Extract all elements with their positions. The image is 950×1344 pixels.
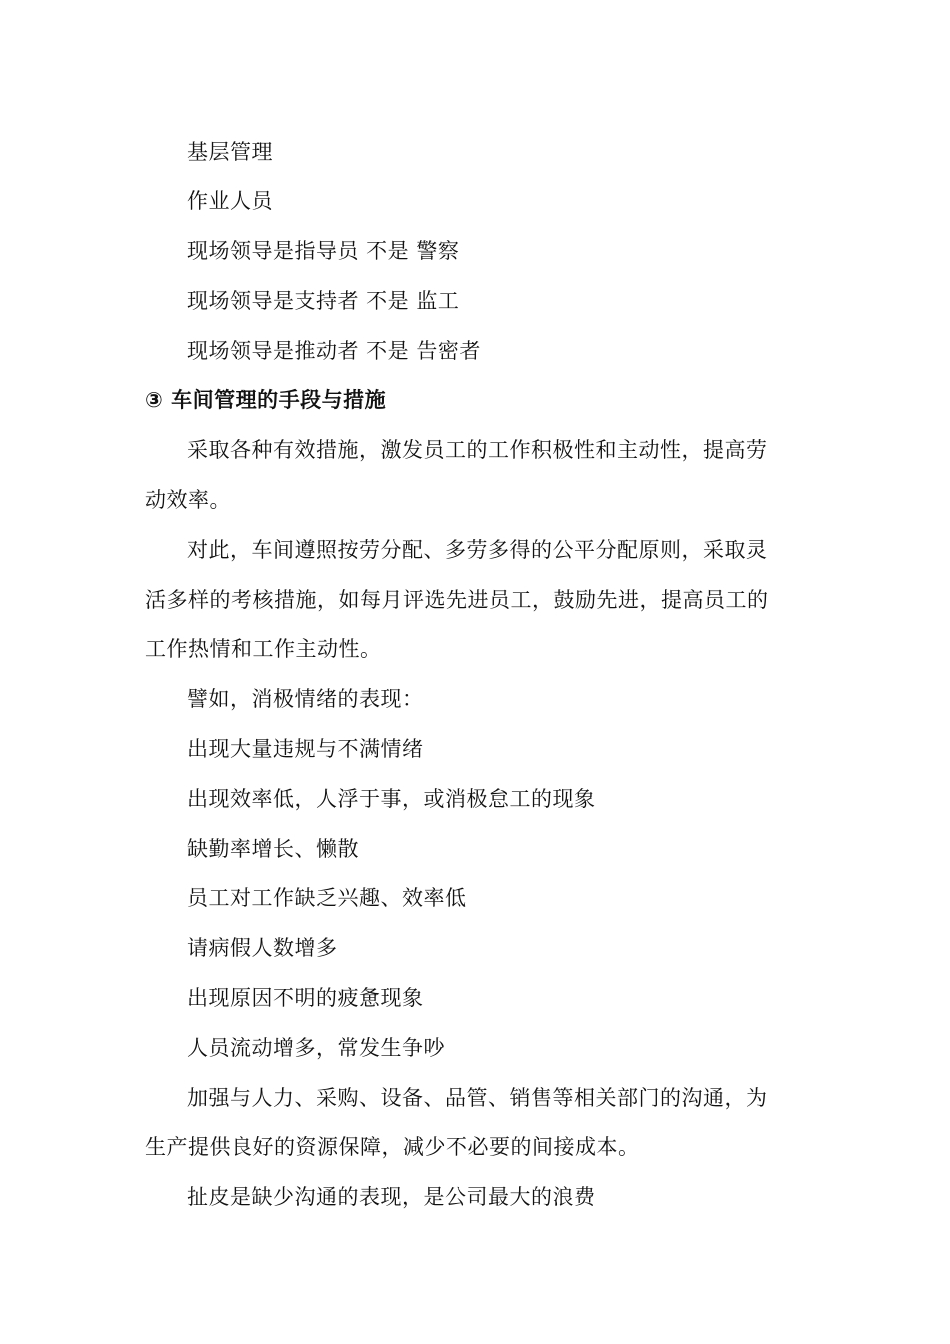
section-heading: ③ 车间管理的手段与措施: [145, 388, 387, 412]
paragraph-line: 活多样的考核措施，如每月评选先进员工，鼓励先进，提高员工的: [145, 588, 769, 612]
text-line: 现场领导是支持者 不是 监工: [187, 289, 460, 313]
paragraph-line: 对此，车间遵照按劳分配、多劳多得的公平分配原则，采取灵: [187, 538, 768, 562]
text-line: 基层管理: [187, 140, 273, 164]
paragraph-line: 采取各种有效措施，激发员工的工作积极性和主动性，提高劳: [187, 438, 768, 462]
list-item: 出现大量违规与不满情绪: [187, 737, 424, 761]
text-line: 作业人员: [187, 189, 273, 213]
paragraph-line: 动效率。: [145, 488, 231, 512]
list-item: 出现原因不明的疲惫现象: [187, 986, 424, 1010]
text-line: 现场领导是指导员 不是 警察: [187, 239, 460, 263]
paragraph-line: 加强与人力、采购、设备、品管、销售等相关部门的沟通，为: [187, 1086, 768, 1110]
list-item: 请病假人数增多: [187, 936, 338, 960]
text-line: 譬如，消极情绪的表现：: [187, 687, 424, 711]
paragraph-line: 生产提供良好的资源保障，减少不必要的间接成本。: [145, 1135, 640, 1159]
text-line: 扯皮是缺少沟通的表现，是公司最大的浪费: [187, 1185, 596, 1209]
paragraph-line: 工作热情和工作主动性。: [145, 637, 382, 661]
list-item: 缺勤率增长、懒散: [187, 837, 359, 861]
list-item: 出现效率低，人浮于事，或消极怠工的现象: [187, 787, 596, 811]
list-item: 员工对工作缺乏兴趣、效率低: [187, 886, 467, 910]
list-item: 人员流动增多，常发生争吵: [187, 1036, 445, 1060]
text-line: 现场领导是推动者 不是 告密者: [187, 339, 481, 363]
